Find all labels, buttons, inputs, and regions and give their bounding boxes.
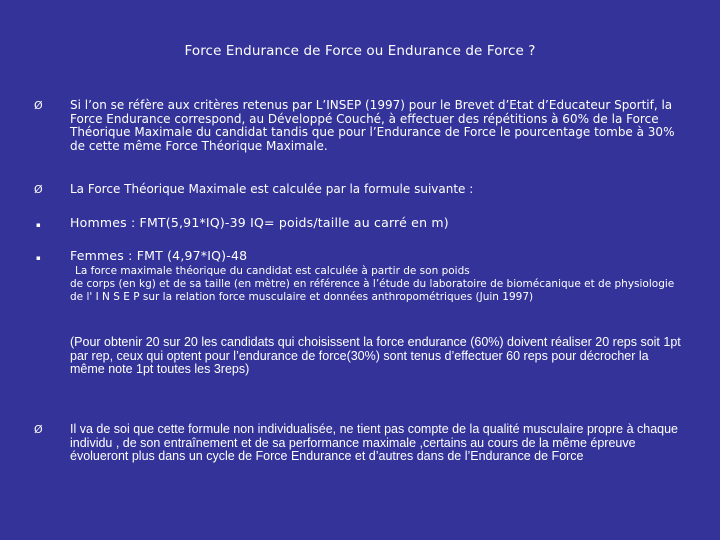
square-bullet-icon: ▪ — [36, 221, 41, 229]
square-bullet-icon: ▪ — [36, 254, 41, 262]
paragraph-formula-intro: La Force Théorique Maximale est calculée par la formule suivante : — [70, 182, 474, 196]
arrow-bullet-icon: Ø — [34, 183, 43, 196]
calculation-note-line1: La force maximale théorique du candidat est calculée à partir de son poids — [75, 265, 470, 277]
calculation-note-rest: de corps (en kg) et de sa taille (en mètre) en référence à l’étude du laboratoire de biomécanique et de physiologie de l' I N S E P sur la relation force musculaire et données anthropométriques (Juin 1997) — [70, 278, 675, 303]
slide-title: Force Endurance de Force ou Endurance de Force ? — [184, 43, 536, 59]
formula-men: Hommes : FMT(5,91*IQ)-39 IQ= poids/taille au carré en m) — [70, 215, 449, 230]
paragraph-scoring: (Pour obtenir 20 sur 20 les candidats qui choisissent la force endurance (60%) doivent réaliser 20 reps soit 1pt par rep, ceux qui optent pour l’endurance de force(30%) sont tenus d’effectuer 60 reps pour décrocher la même note 1pt toutes les 3reps) — [70, 335, 681, 376]
arrow-bullet-icon: Ø — [34, 423, 43, 436]
paragraph-conclusion: Il va de soi que cette formule non individualisée, ne tient pas compte de la qualité musculaire propre à chaque individu , de son entraînement et de sa performance maximale ,certains au cours de la même épreuve évolueront plus dans un cycle de Force Endurance et d’autres dans de l’Endurance de Force — [70, 422, 679, 463]
paragraph-insep-criteria: Si l’on se réfère aux critères retenus par L’INSEP (1997) pour le Brevet d’Etat d’Educateur Sportif, la Force Endurance correspond, au Développé Couché, à effectuer des répétitions à 60% de la Force Théorique Maximale du candidat tandis que pour l’Endurance de Force le pourcentage tombe à 30% de cette même Force Théorique Maximale. — [70, 98, 675, 153]
formula-women: Femmes : FMT (4,97*IQ)-48 — [70, 248, 248, 263]
arrow-bullet-icon: Ø — [34, 99, 43, 112]
